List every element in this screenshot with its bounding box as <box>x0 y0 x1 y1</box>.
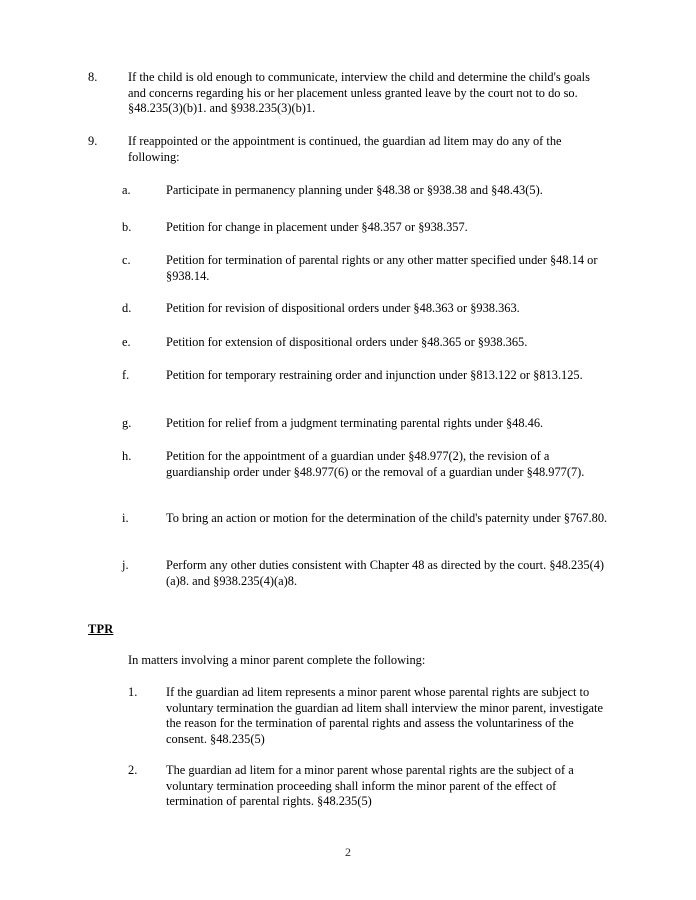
list-item-marker: d. <box>122 301 132 315</box>
list-item-marker: h. <box>122 449 132 463</box>
section-heading-tpr: TPR <box>88 622 114 636</box>
page-number: 2 <box>345 845 351 859</box>
list-item-marker: e. <box>122 335 131 349</box>
list-item <box>122 511 610 527</box>
list-item <box>122 416 610 432</box>
list-item <box>122 183 610 199</box>
list-item-marker: c. <box>122 253 131 267</box>
list-item <box>122 220 610 236</box>
tpr-intro-paragraph: In matters involving a minor parent complete the following: <box>128 653 426 667</box>
list-item-marker: 1. <box>128 685 138 699</box>
list-item-text: Petition for relief from a judgment terminating parental rights under §48.46. <box>166 416 544 430</box>
list-item-marker: b. <box>122 220 132 234</box>
list-item <box>88 70 610 117</box>
list-item-marker: 9. <box>88 134 98 148</box>
list-item <box>122 253 610 284</box>
list-item-text: Petition for extension of dispositional orders under §48.365 or §938.365. <box>166 335 528 349</box>
list-item <box>88 134 610 165</box>
list-item <box>122 335 610 351</box>
list-item-marker: j. <box>122 558 129 572</box>
list-item-text: If the child is old enough to communicate, interview the child and determine the child's goals and concerns regarding his or her placement unless granted leave by the court not to do so. §48.235(3)(b)1. and §938.235(3)(b)1. <box>128 70 590 116</box>
list-item-marker: 8. <box>88 70 98 84</box>
list-item-marker: g. <box>122 416 132 430</box>
list-item-marker: a. <box>122 183 131 197</box>
list-item-text: Participate in permanency planning under §48.38 or §938.38 and §48.43(5). <box>166 183 543 197</box>
list-item <box>122 449 610 480</box>
list-item-text: Petition for change in placement under §48.357 or §938.357. <box>166 220 468 234</box>
list-item-text: Petition for revision of dispositional orders under §48.363 or §938.363. <box>166 301 520 315</box>
list-item <box>122 558 610 589</box>
list-item-text: If reappointed or the appointment is continued, the guardian ad litem may do any of the following: <box>128 134 562 164</box>
list-item-text: If the guardian ad litem represents a minor parent whose parental rights are subject to voluntary termination the guardian ad litem shall interview the minor parent, investigate the reason for the termination of parental rights and assess the voluntariness of the consent. §48.235(5) <box>166 685 603 746</box>
list-item-text: Perform any other duties consistent with Chapter 48 as directed by the court. §48.235(4)(a)8. and §938.235(4)(a)8. <box>166 558 605 588</box>
list-item <box>122 301 610 317</box>
list-item-marker: 2. <box>128 763 138 777</box>
list-item-marker: f. <box>122 368 130 382</box>
list-item-text: The guardian ad litem for a minor parent whose parental rights are the subject of a voluntary termination proceeding shall inform the minor parent of the effect of termination of parental rights. §48.235(5) <box>166 763 574 809</box>
list-item-marker: i. <box>122 511 129 525</box>
list-item-text: Petition for the appointment of a guardian under §48.977(2), the revision of a guardianship order under §48.977(6) or the removal of a guardian under §48.977(7). <box>166 449 585 479</box>
list-item-text: Petition for temporary restraining order and injunction under §813.122 or §813.125. <box>166 368 583 382</box>
list-item-text: Petition for termination of parental rights or any other matter specified under §48.14 or §938.14. <box>166 253 598 283</box>
list-item <box>122 368 610 384</box>
list-item-text: To bring an action or motion for the determination of the child's paternity under §767.80. <box>166 511 608 525</box>
list-item <box>128 685 610 747</box>
list-item <box>128 763 610 810</box>
